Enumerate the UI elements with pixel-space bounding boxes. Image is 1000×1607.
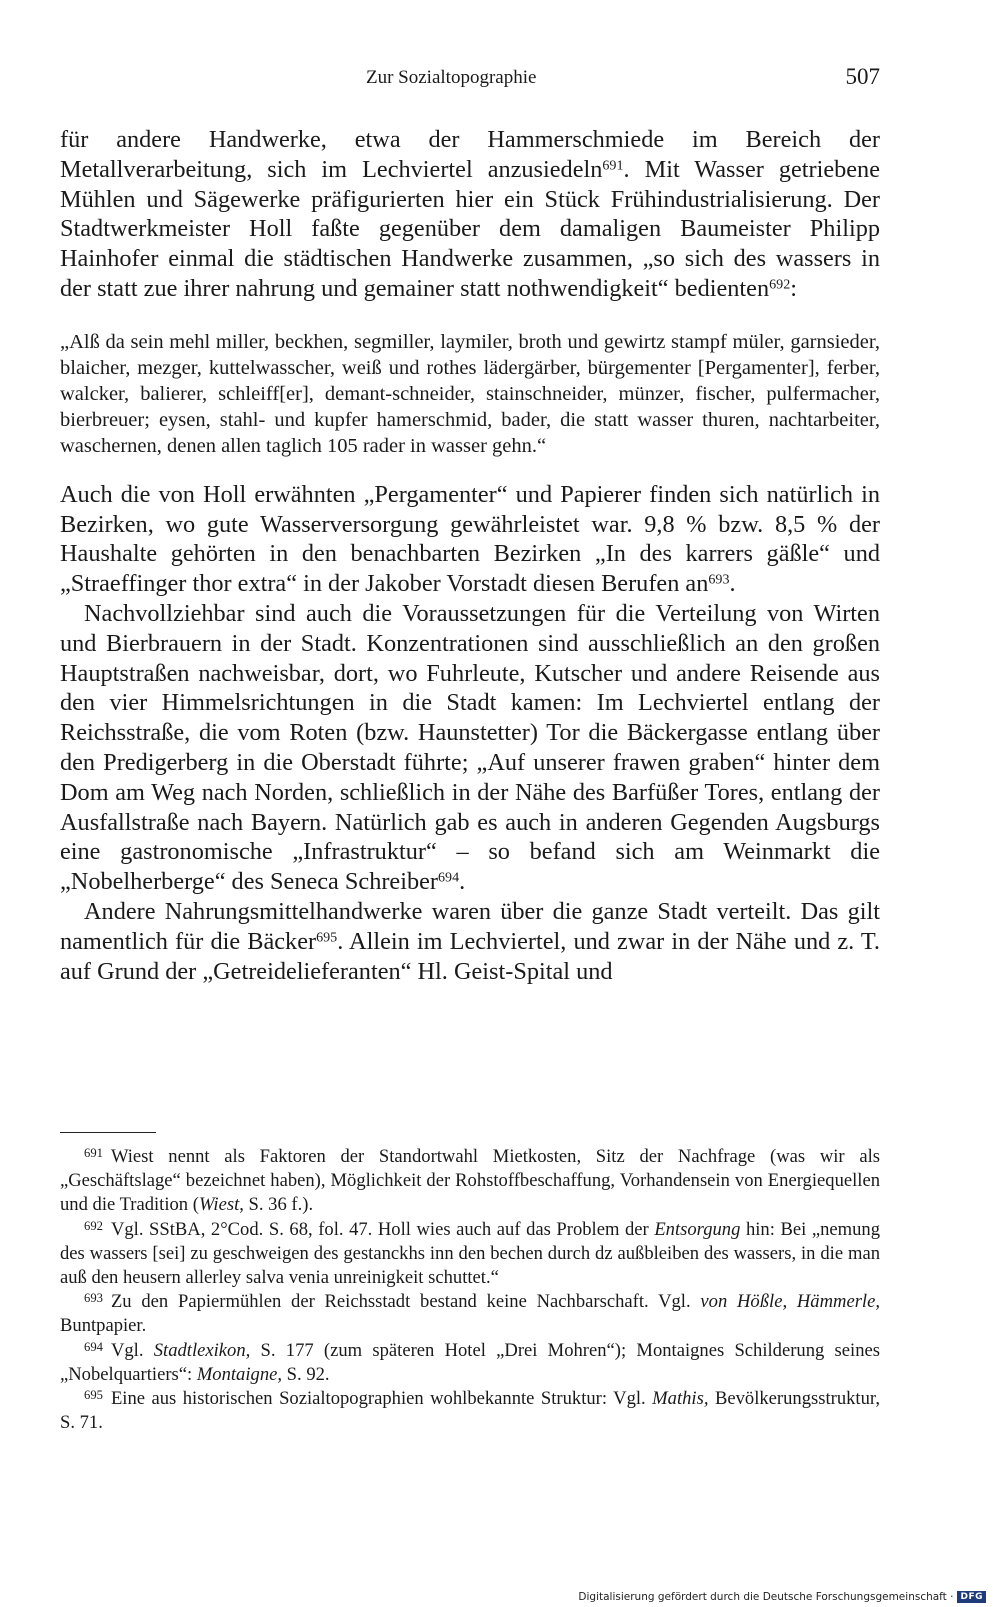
footnote-ref-693[interactable]: 693 [708,571,730,588]
footnote-ref-694[interactable]: 694 [438,869,460,886]
footnote-692: $^{692}$ Vgl. SStBA, 2°Cod. S. 68, fol. 47. Holl wies auch auf das Problem der Entsorgung hin: Bei „nemung des wassers [sei] zu geschweigen des gestanckhs inn den bechen durch dz außbleiben des wassers, in die man auß den heusern allerley salva venia unreinigkeit schuttet.“ [60,1218,880,1289]
footnote-693: $^{693}$ Zu den Papiermühlen der Reichsstadt bestand keine Nachbarschaft. Vgl. von Hößle, Hämmerle, Buntpapier. [60,1291,881,1337]
paragraph-4: Andere Nahrungsmittelhandwerke waren über die ganze Stadt verteilt. Das gilt namentlich für die Bäcker$^{695}$. Allein im Lechviertel, und zwar in der Nähe und z. T. auf Grund der „Getreidelieferanten“ Hl. Geist-Spital und [60,897,881,985]
footnote-691: $^{691}$ Wiest nennt als Faktoren der Standortwahl Mietkosten, Sitz der Nachfrage (was wir als „Geschäftslage“ bezeichnet haben), Möglichkeit der Rohstoffbeschaffung, Vorhandensein von Energiequellen und die Tradition (Wiest, S. 36 f.). [60,1145,880,1216]
digitization-credit [578,1591,986,1603]
block-quote: „Alß da sein mehl miller, beckhen, segmiller, laymiler, broth und gewirtz stampf müler, garnsieder, blaicher, mezger, kuttelwasscher, weiß und rothes lädergärber, bürgementer [Pergamenter], ferber, walcker, balierer, schleiff[er], demant-schneider, stainschneider, münzer, fischer, pulfermacher, bierbreuer; eysen, stahl- und kupfer hamerschmid, bader, die statt wasser thuren, nachtarbeiter, waschernen, denen allen taglich 105 rader in wasser gehn.“ [60,330,880,457]
main-text [60,125,880,986]
paragraph-1: für andere Handwerke, etwa der Hammerschmiede im Bereich der Metallverarbeitung, sich im Lechviertel anzusiedeln$^{691}$. Mit Wasser getriebene Mühlen und Sägewerke präfigurierten hier ein Stück Frühindustrialisierung. Der Stadtwerkmeister Holl faßte gegenüber dem damaligen Baumeister Philipp Hainhofer einmal die städtischen Handwerke zusammen, „so sich des wassers in der statt zue ihrer nahrung und gemainer statt nothwendigkeit“ bedienten$^{692}$: [60,126,880,302]
footnote-divider [60,1132,156,1133]
page-number: 507 [845,64,880,89]
footnote-695: $^{695}$ Eine aus historischen Sozialtopographien wohlbekannte Struktur: Vgl. Mathis, Bevölkerungsstruktur, S. 71. [60,1387,880,1434]
footnote-ref-695[interactable]: 695 [316,928,338,945]
dfg-logo: DFG [957,1591,986,1603]
footnote-ref-692[interactable]: 692 [769,276,791,293]
paragraph-2: Auch die von Holl erwähnten „Pergamenter“ und Papierer finden sich natürlich in Bezirken, wo gute Wasserversorgung gewährleistet war. 9,8 % bzw. 8,5 % der Haushalte gehörten in den benachbarten Bezirken „In des karrers gäßle“ und „Straeffinger thor extra“ in der Jakober Vorstadt diesen Berufen $an^{693}$. [60,480,880,598]
footnote-ref-691[interactable]: 691 [602,157,624,174]
footnote-694: $^{694}$ Vgl. Stadtlexikon, S. 177 (zum späteren Hotel „Drei Mohren“); Montaignes Schilderung seines „Nobelquartiers“: Montaigne, S. 92. [60,1339,881,1385]
footnotes [60,1145,880,1435]
paragraph-3: Nachvollziehbar sind auch die Voraussetzungen für die Verteilung von Wirten und Bierbrauern in der Stadt. Konzentrationen sind ausschließlich an den großen Hauptstraßen nachweisbar, dort, wo Fuhrleute, Kutscher und andere Reisende aus den vier Himmelsrichtungen in die Stadt kamen: Im Lechviertel entlang der Reichsstraße, die vom Roten (bzw. Haunstetter) Tor die Bäckergasse entlang über den Predigerberg in die Oberstadt führte; „Auf unserer frawen graben“ hinter dem Dom am Weg nach Norden, schließlich in der Nähe des Barfüßer Tores, entlang der Ausfallstraße nach Bayern. Natürlich gab es auch in anderen Gegenden Augsburgs eine gastronomische „Infrastruktur“ – so befand sich am Weinmarkt die „Nobelherberge“ des Seneca Schreiber$^{694}$. [60,599,880,896]
credit-text: Digitalisierung gefördert durch die Deutsche Forschungsgemeinschaft · [578,1591,954,1603]
running-head [60,64,880,97]
running-head-title: Zur Sozialtopographie [366,67,537,88]
